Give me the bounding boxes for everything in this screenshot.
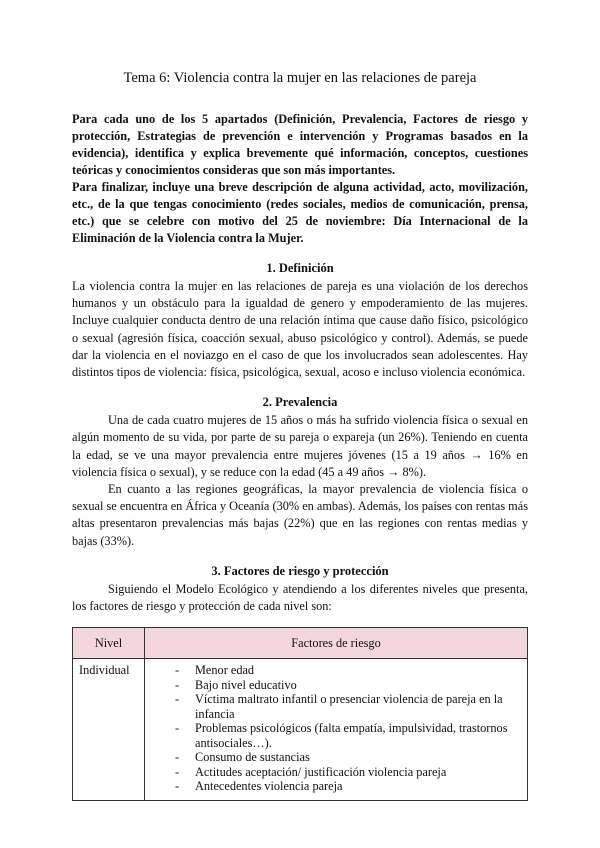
table-header-nivel: Nivel: [73, 628, 145, 659]
table-header-factores: Factores de riesgo: [145, 628, 528, 659]
list-item: - Actitudes aceptación/ justificación violencia pareja: [175, 765, 521, 780]
list-item: - Menor edad: [175, 663, 521, 678]
instructions-paragraph: Para cada uno de los 5 apartados (Definición, Prevalencia, Factores de riesgo y protección, Estrategias de prevención e intervención y Programas basados en la evidencia), identifica y explica brevemente qué información, conceptos, cuestiones teóricas y conocimientos consideras que son más importantes.: [72, 112, 528, 177]
risk-factors-table: [72, 627, 528, 801]
section-heading: 2. Prevalencia: [262, 395, 338, 410]
section-definicion: [72, 261, 528, 381]
body-paragraph: En cuanto a las regiones geográficas, la mayor prevalencia de violencia física o sexual se encuentra en África y Oceanía (30% en ambas). Además, los países con rentas más altas presentaron prevalencias más bajas (22%) que en las regiones con rentas medias y bajas (33%).: [72, 482, 528, 548]
section-factores: [72, 564, 528, 615]
list-item: - Víctima maltrato infantil o presenciar violencia de pareja en la infancia: [175, 692, 521, 721]
body-paragraph: Siguiendo el Modelo Ecológico y atendiendo a los diferentes niveles que presenta, los factores de riesgo y protección de cada nivel son:: [72, 581, 528, 614]
list-item: - Antecedentes violencia pareja: [175, 779, 521, 794]
table-cell-factors: [145, 659, 528, 801]
body-paragraph: Una de cada cuatro mujeres de 15 años o más ha sufrido violencia física o sexual en algún momento de su vida, por parte de su pareja o expareja (un 26%). Teniendo en cuenta la edad, se ve una mayor prevalencia entre mujeres jóvenes (15 a 19 años → 16% en violencia física o sexual), y se reduce con la edad (45 a 49 años → 8%).: [72, 413, 528, 479]
document-title: Tema 6: Violencia contra la mujer en las relaciones de pareja: [123, 70, 477, 86]
list-item: - Consumo de sustancias: [175, 750, 521, 765]
instructions-block: [72, 111, 528, 247]
table-row: [73, 659, 528, 801]
factors-list: [151, 663, 521, 794]
list-item: - Bajo nivel educativo: [175, 678, 521, 693]
instructions-paragraph: Para finalizar, incluye una breve descripción de alguna actividad, acto, movilización, etc., de la que tengas conocimiento (redes sociales, medios de comunicación, prensa, etc.) que se celebre con motivo del 25 de noviembre: Día Internacional de la Eliminación de la Violencia contra la Mujer.: [72, 180, 528, 245]
section-prevalencia: [72, 395, 528, 550]
table-header-row: [73, 628, 528, 659]
table-cell-level: Individual: [73, 659, 145, 801]
section-heading: 1. Definición: [266, 261, 334, 275]
body-paragraph: La violencia contra la mujer en las relaciones de pareja es una violación de los derechos humanos y un obstáculo para la igualdad de genero y empoderamiento de las mujeres. Incluye cualquier conducta dentro de una relación íntima que cause daño físico, psicológico o sexual (agresión física, coacción sexual, abuso psicológico y control). Además, se puede dar la violencia en el noviazgo en el caso de que los involucrados sean adolescentes. Hay distintos tipos de violencia: física, psicológica, sexual, acoso e incluso violencia económica.: [72, 279, 528, 380]
section-heading: 3. Factores de riesgo y protección: [211, 563, 389, 578]
list-item: - Problemas psicológicos (falta empatía, impulsividad, trastornos antisociales…).: [175, 721, 521, 750]
